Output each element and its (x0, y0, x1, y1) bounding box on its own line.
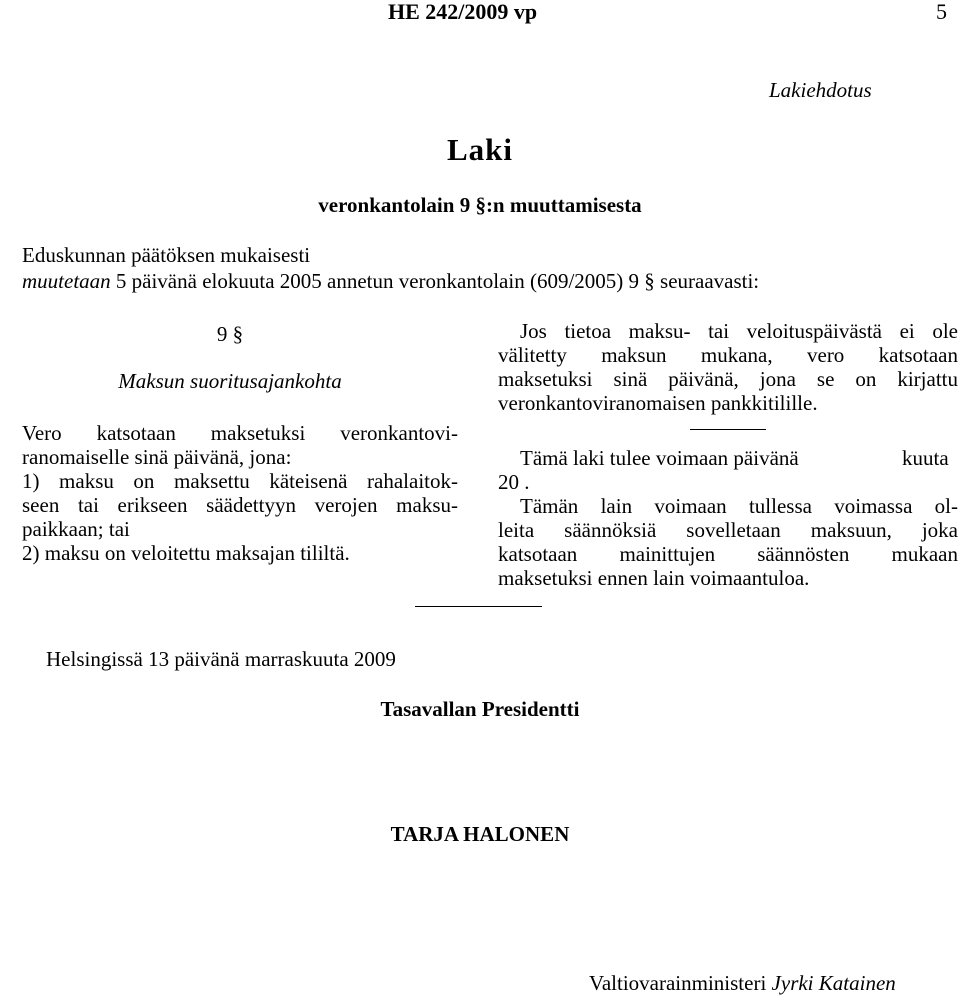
section-heading: Maksun suoritusajankohta (118, 369, 342, 393)
signing-place-date: Helsingissä 13 päivänä marraskuuta 2009 (46, 647, 396, 671)
text-line: Jos tietoa maksu- tai veloituspäivästä ei ole (520, 319, 958, 343)
minister-role: Valtiovarainministeri (589, 971, 767, 995)
law-subtitle: veronkantolain 9 §:n muuttamisesta (318, 193, 642, 217)
section-body-left (22, 421, 458, 565)
text-line: maksetuksi sinä päivänä, jona se on kirjattu (498, 367, 958, 391)
amendment-verb: muutetaan (22, 269, 111, 293)
text-line: ranomaiselle sinä päivänä, jona: (22, 445, 292, 469)
law-end-divider (415, 606, 542, 607)
text-line: leita säännöksiä sovelletaan maksuun, joka (498, 518, 958, 542)
text-line: 1) maksu on maksettu käteisenä rahalaitok- (22, 469, 458, 493)
amendment-clause (22, 269, 759, 293)
president-title: Tasavallan Presidentti (380, 697, 580, 721)
entry-into-force-year: 20 . (498, 470, 530, 494)
text-line: 2) maksu on veloitettu maksajan tililtä. (22, 541, 350, 565)
minister-signature (589, 971, 896, 995)
text-line: katsotaan mainittujen säännösten mukaan (498, 542, 958, 566)
proposal-label: Lakiehdotus (769, 78, 872, 102)
enactment-clause: Eduskunnan päätöksen mukaisesti (22, 243, 311, 267)
text-line: välitetty maksun mukana, vero katsotaan (498, 343, 958, 367)
entry-into-force-text: Tämä laki tulee voimaan päivänä (520, 446, 799, 470)
entry-into-force-month: kuuta (902, 446, 949, 470)
amendment-text: 5 päivänä elokuuta 2005 annetun veronkantolain (609/2005) 9 § seuraavasti: (110, 269, 760, 293)
text-line: Vero katsotaan maksetuksi veronkantovi- (22, 421, 458, 445)
text-line: Tämän lain voimaan tullessa voimassa ol- (520, 494, 958, 518)
section-body-right (498, 319, 958, 415)
law-title: Laki (446, 132, 514, 167)
text-line: maksetuksi ennen lain voimaantuloa. (498, 566, 810, 590)
president-name: TARJA HALONEN (390, 822, 570, 846)
section-number: 9 § (216, 322, 244, 346)
text-line: veronkantoviranomaisen pankkitilille. (498, 391, 818, 415)
page-number: 5 (936, 0, 947, 24)
section-divider (690, 429, 766, 430)
document-id: HE 242/2009 vp (388, 0, 538, 24)
text-line: seen tai erikseen säädettyyn verojen maksu- (22, 493, 458, 517)
minister-name: Jyrki Katainen (771, 971, 896, 995)
transition-provision (498, 494, 958, 590)
text-line: paikkaan; tai (22, 517, 130, 541)
